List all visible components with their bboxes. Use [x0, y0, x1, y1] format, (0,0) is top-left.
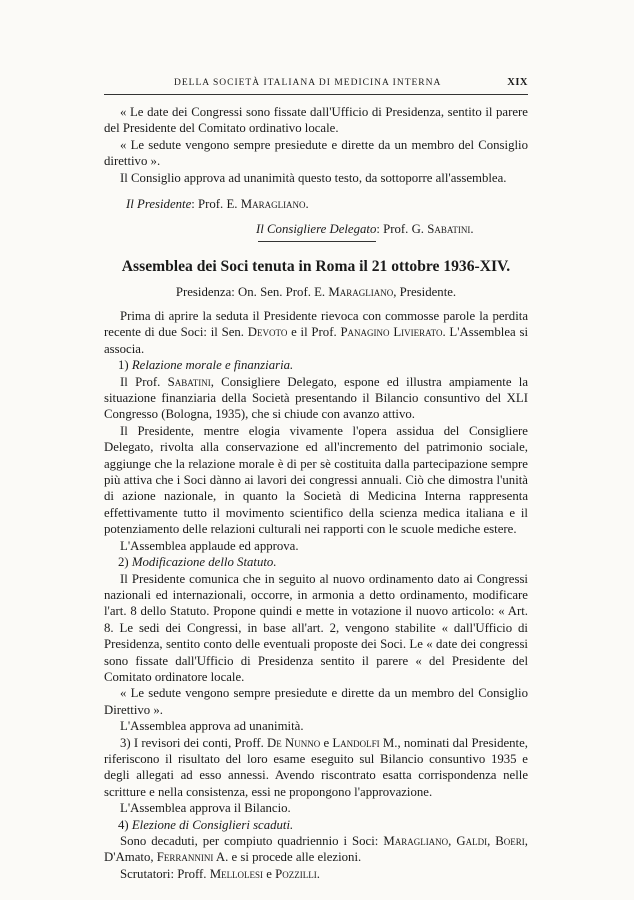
paragraph: 3) I revisori dei conti, Proff. De Nunno e Landolfi M., nominati dal Presidente, riferiscono il risultato del loro esame eseguito sul Bilancio consuntivo 1935 e degli allegati ad esso annessi. Avendo riscontrato esatta corrispondenza nelle scritture e nella consistenza, essi ne propongono l'approvazione.	[104, 735, 528, 799]
top-block	[104, 104, 528, 238]
section-title: Assemblea dei Soci tenuta in Roma il 21 ottobre 1936-XIV.	[121, 258, 511, 275]
paragraph: Il Prof. Sabatini, Consigliere Delegato, espone ed illustra ampiamente la situazione finanziaria della Società presentando il Bilancio consuntivo del XLI Congresso (Bologna, 1935), che si chiude con avanzo attivo.	[104, 374, 529, 422]
paragraph: Il Presidente, mentre elogia vivamente l'opera assidua del Consigliere Delegato, rivolta alla conservazione ed all'incremento del patrimonio sociale, aggiunge che la relazione morale è di per sè costituita dalla partecipazione sempre più attiva che i Soci dànno ai lavori dei congressi annuali. Ciò che dimostra l'unità di azione nazionale, in quanto la Società di Medicina Interna rappresenta effettivamente tutto il movimento scientifico della scienza medica italiana e il potenziamento delle relazioni culturali nei rapporti con le scuole mediche estere.	[104, 423, 528, 537]
running-header	[104, 78, 528, 92]
minutes-body	[104, 308, 528, 882]
paragraph: Sono decaduti, per compiuto quadriennio i Soci: Maragliano, Galdi, Boeri, D'Amato, Ferrannini A. e si procede alle elezioni.	[104, 834, 528, 865]
header-rule	[104, 94, 528, 95]
paragraph: L'Assemblea approva il Bilancio.	[120, 801, 291, 816]
paragraph: L'Assemblea applaude ed approva.	[120, 538, 299, 553]
page-number: XIX	[507, 77, 528, 88]
paragraph: « Le sedute vengono sempre presiedute e dirette da un membro del Consiglio direttivo ».	[104, 137, 528, 169]
item-heading: 4) Elezione di Consiglieri scaduti.	[118, 817, 294, 832]
signature-president: Il Presidente: Prof. E. Maragliano.	[126, 197, 309, 212]
paragraph: Prima di aprire la seduta il Presidente rievoca con commosse parole la perdita recente di due Soci: il Sen. Devoto e il Prof. Panagino Livierato. L'Assemblea si associa.	[104, 309, 529, 356]
paragraph: Il Presidente comunica che in seguito al nuovo ordinamento dato ai Congressi nazionali ed internazionali, occorre, in armonia a detto ordinamento, modificare l'art. 8 dello Statuto. Propone quindi e mette in votazione il nuovo articolo: « Art. 8. Le sedi dei Congressi, in base all'art. 2, vengono stabilite « dall'Ufficio di Presidenza, sentito conto delle eventuali proposte dei Soci. Le « date dei congressi sono fissate dall'Ufficio di Presidenza sentito il parere « del Presidente del Comitato ordinatore locale.	[104, 571, 528, 684]
paragraph: « Le date dei Congressi sono fissate dall'Ufficio di Presidenza, sentito il parere del Presidente del Comitato ordinativo locale.	[104, 105, 528, 136]
running-title: DELLA SOCIETÀ ITALIANA DI MEDICINA INTERNA	[174, 78, 442, 88]
section-divider	[258, 241, 376, 242]
item-heading: 2) Modificazione dello Statuto.	[118, 555, 277, 570]
signature-delegate: Il Consigliere Delegato: Prof. G. Sabatini.	[256, 222, 474, 237]
paragraph: L'Assemblea approva ad unanimità.	[120, 719, 304, 734]
paragraph: Scrutatori: Proff. Mellolesi e Pozzilli.	[120, 866, 320, 881]
paragraph: « Le sedute vengono sempre presiedute e dirette da un membro del Consiglio Direttivo ».	[104, 686, 528, 717]
paragraph: Il Consiglio approva ad unanimità questo testo, da sottoporre all'assemblea.	[120, 170, 507, 185]
item-heading: 1) Relazione morale e finanziaria.	[118, 358, 294, 373]
presidency-line: Presidenza: On. Sen. Prof. E. Maragliano, Presidente.	[175, 285, 457, 299]
